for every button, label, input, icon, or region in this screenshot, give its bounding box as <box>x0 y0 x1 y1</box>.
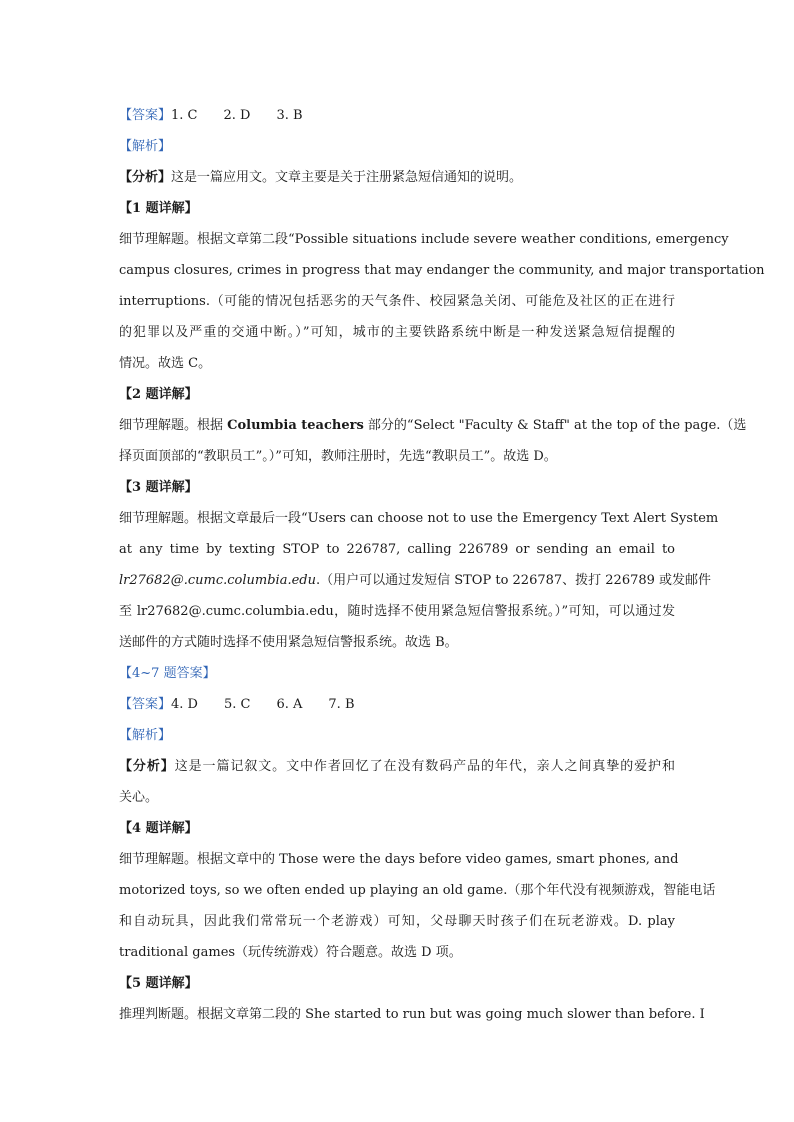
q4-line-3: 和自动玩具，因此我们常常玩一个老游戏）可知，父母聊天时孩子们在玩老游戏。D. play <box>119 914 675 929</box>
answer-1: 1. C <box>171 108 198 123</box>
summary-text: 这是一篇记叙文。文中作者回忆了在没有数码产品的年代，亲人之间真挚的爱护和 <box>174 759 675 774</box>
q3-line-3-rest: .（用户可以通过发短信 STOP to 226787、拨打 226789 或发邮件 <box>315 573 712 588</box>
analysis-tag: 【解析】 <box>119 139 172 154</box>
group-title-4-7: 【4~7 题答案】 <box>119 666 216 681</box>
answer-tag: 【答案】 <box>119 108 172 123</box>
q5-line-1: 推理判断题。根据文章第二段的 She started to run but was going much slower than before. I <box>119 1007 705 1022</box>
q1-line-3: interruptions.（可能的情况包括恶劣的天气条件、校园紧急关闭、可能危及社区的正在进行 <box>119 294 675 309</box>
q3-line-3 <box>119 565 712 596</box>
answer-5: 5. C <box>223 697 251 712</box>
summary-tag: 【分析】 <box>119 170 172 185</box>
answer-3: 3. B <box>276 108 303 123</box>
q3-line-2: at any time by texting STOP to 226787, calling 226789 or sending an email to <box>119 542 675 557</box>
answer-line-4-7 <box>119 689 675 720</box>
answer-document <box>119 100 765 1030</box>
q1-line-2: campus closures, crimes in progress that may endanger the community, and major transportation <box>119 263 765 278</box>
q2-line-2: 择页面顶部的“教职员工”。）”可知，教师注册时，先选“教职员工”。故选 D。 <box>119 449 557 464</box>
answer-tag: 【答案】 <box>119 697 172 712</box>
q2-line-1-bold: Columbia teachers <box>227 418 364 433</box>
q2-title: 【2 题详解】 <box>119 387 198 402</box>
answer-line-1-3 <box>119 100 675 131</box>
q4-line-4: traditional games（玩传统游戏）符合题意。故选 D 项。 <box>119 945 462 960</box>
q1-line-5: 情况。故选 C。 <box>119 356 212 371</box>
q4-line-2: motorized toys, so we often ended up playing an old game.（那个年代没有视频游戏，智能电话 <box>119 883 716 898</box>
q2-line-1-a: 细节理解题。根据 <box>119 418 228 433</box>
q3-title: 【3 题详解】 <box>119 480 198 495</box>
q3-email: lr27682@.cumc.columbia.edu <box>119 573 316 588</box>
q2-line-1-b: 部分的“Select "Faculty & Staff" at the top of the page.（选 <box>363 418 747 433</box>
answer-6: 6. A <box>276 697 303 712</box>
q2-line-1 <box>119 410 747 441</box>
q5-title: 【5 题详解】 <box>119 976 198 991</box>
q4-line-1: 细节理解题。根据文章中的 Those were the days before video games, smart phones, and <box>119 852 679 867</box>
q3-line-4: 至 lr27682@.cumc.columbia.edu，随时选择不使用紧急短信警报系统。）”可知，可以通过发 <box>119 604 675 619</box>
summary-text: 这是一篇应用文。文章主要是关于注册紧急短信通知的说明。 <box>171 170 523 185</box>
q3-line-1: 细节理解题。根据文章最后一段“Users can choose not to use the Emergency Text Alert System <box>119 511 719 526</box>
summary-line <box>119 162 675 193</box>
q1-title: 【1 题详解】 <box>119 201 198 216</box>
q1-line-1: 细节理解题。根据文章第二段“Possible situations include severe weather conditions, emergency <box>119 232 729 247</box>
answer-2: 2. D <box>223 108 251 123</box>
summary-line-1 <box>119 751 675 782</box>
q1-line-4: 的犯罪以及严重的交通中断。）”可知，城市的主要铁路系统中断是一种发送紧急短信提醒的 <box>119 325 675 340</box>
q3-line-5: 送邮件的方式随时选择不使用紧急短信警报系统。故选 B。 <box>119 635 458 650</box>
answer-4: 4. D <box>171 697 198 712</box>
q4-title: 【4 题详解】 <box>119 821 198 836</box>
answer-7: 7. B <box>328 697 355 712</box>
summary-tag: 【分析】 <box>119 759 175 774</box>
analysis-tag: 【解析】 <box>119 728 172 743</box>
summary-line-2: 关心。 <box>119 790 159 805</box>
